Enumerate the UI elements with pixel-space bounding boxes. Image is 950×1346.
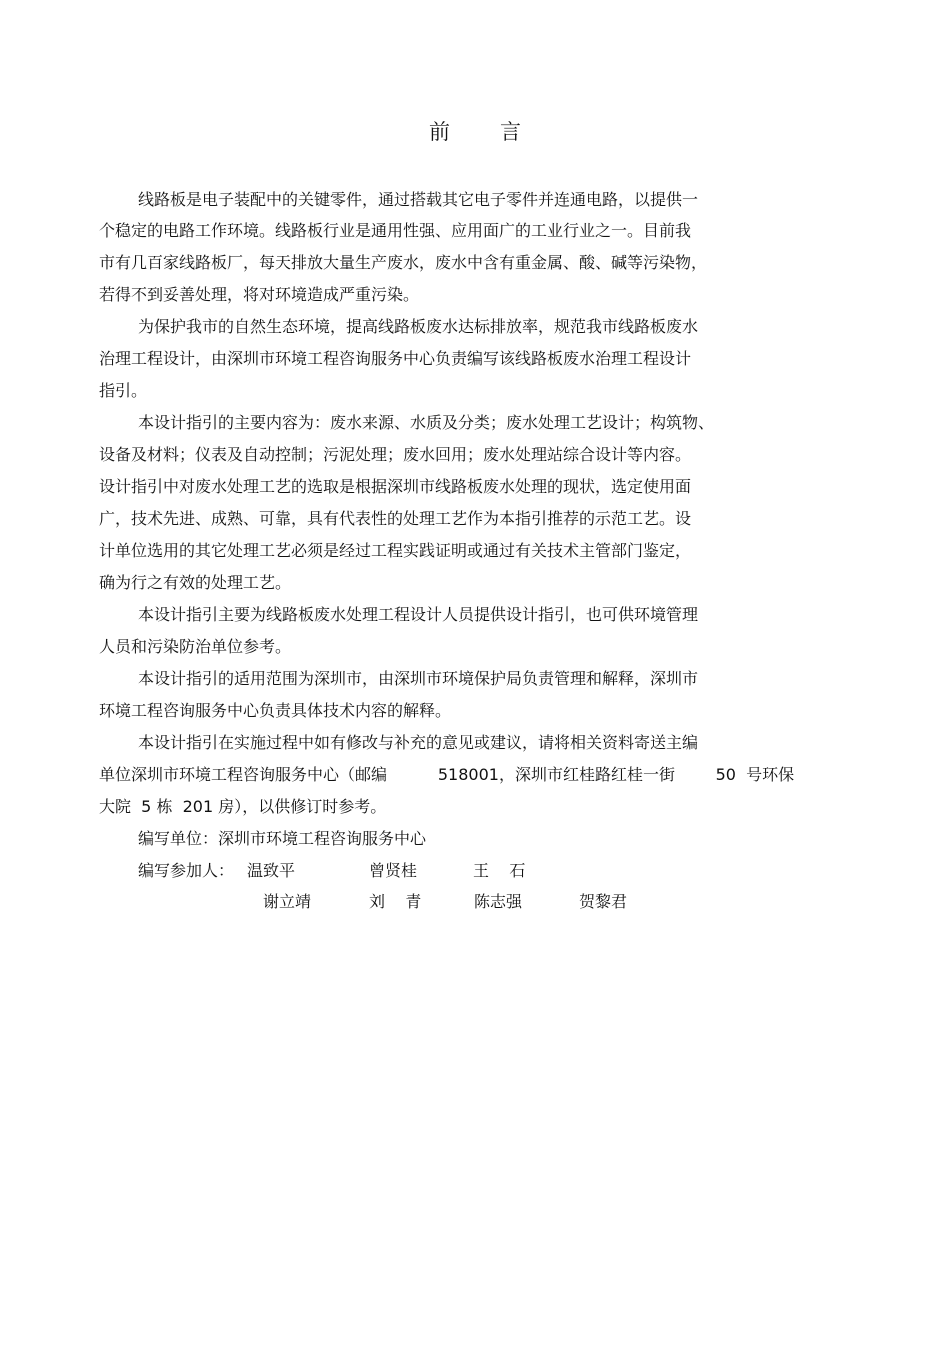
paragraph-line: 计单位选用的其它处理工艺必须是经过工程实践证明或通过有关技术主管部门鉴定， xyxy=(99,541,692,560)
paragraph-line: 环境工程咨询服务中心负责具体技术内容的解释。 xyxy=(99,701,452,720)
paragraph-line: 为保护我市的自然生态环境，提高线路板废水达标排放率，规范我市线路板废水 xyxy=(138,317,699,336)
editing-unit: 编写单位：深圳市环境工程咨询服务中心 xyxy=(138,829,427,848)
author-name: 王 石 xyxy=(473,861,526,880)
author-name: 曾贤桂 xyxy=(369,861,418,880)
paragraph-line: 线路板是电子装配中的关键零件，通过搭载其它电子零件并连通电路，以提供一 xyxy=(138,190,699,209)
author-name: 谢立靖 xyxy=(263,892,312,911)
paragraph-line: 广，技术先进、成熟、可靠，具有代表性的处理工艺作为本指引推荐的示范工艺。设 xyxy=(99,509,692,528)
paragraph-line: 本设计指引主要为线路板废水处理工程设计人员提供设计指引，也可供环境管理 xyxy=(138,605,699,624)
paragraph-line: 大院 5 栋 201 房），以供修订时参考。 xyxy=(99,797,387,816)
author-name: 温致平 xyxy=(247,861,296,880)
page-title: 前言 xyxy=(429,120,571,144)
paragraph-line: 本设计指引的适用范围为深圳市，由深圳市环境保护局负责管理和解释，深圳市 xyxy=(138,669,699,688)
paragraph-line: 若得不到妥善处理，将对环境造成严重污染。 xyxy=(99,285,420,304)
paragraph-line: 设备及材料；仪表及自动控制；污泥处理；废水回用；废水处理站综合设计等内容。 xyxy=(99,445,692,464)
authors-label: 编写参加人： xyxy=(138,861,235,880)
paragraph-line: 市有几百家线路板厂，每天排放大量生产废水，废水中含有重金属、酸、碱等污染物， xyxy=(99,253,708,272)
paragraph-line: 治理工程设计，由深圳市环境工程咨询服务中心负责编写该线路板废水治理工程设计 xyxy=(99,349,692,368)
paragraph-line: 个稳定的电路工作环境。线路板行业是通用性强、应用面广的工业行业之一。目前我 xyxy=(99,221,692,240)
paragraph-line: 确为行之有效的处理工艺。 xyxy=(99,573,292,592)
author-name: 陈志强 xyxy=(474,892,523,911)
author-name: 贺黎君 xyxy=(579,892,628,911)
author-name: 刘 青 xyxy=(369,892,422,911)
paragraph-line: 本设计指引在实施过程中如有修改与补充的意见或建议，请将相关资料寄送主编 xyxy=(138,733,699,752)
paragraph-line: 指引。 xyxy=(99,381,148,400)
paragraph-line: 设计指引中对废水处理工艺的选取是根据深圳市线路板废水处理的现状，选定使用面 xyxy=(99,477,692,496)
paragraph-line: 单位深圳市环境工程咨询服务中心（邮编 518001，深圳市红桂路红桂一街 50 号环保 xyxy=(99,765,795,784)
paragraph-line: 本设计指引的主要内容为：废水来源、水质及分类；废水处理工艺设计；构筑物、 xyxy=(138,413,715,432)
paragraph-line: 人员和污染防治单位参考。 xyxy=(99,637,292,656)
